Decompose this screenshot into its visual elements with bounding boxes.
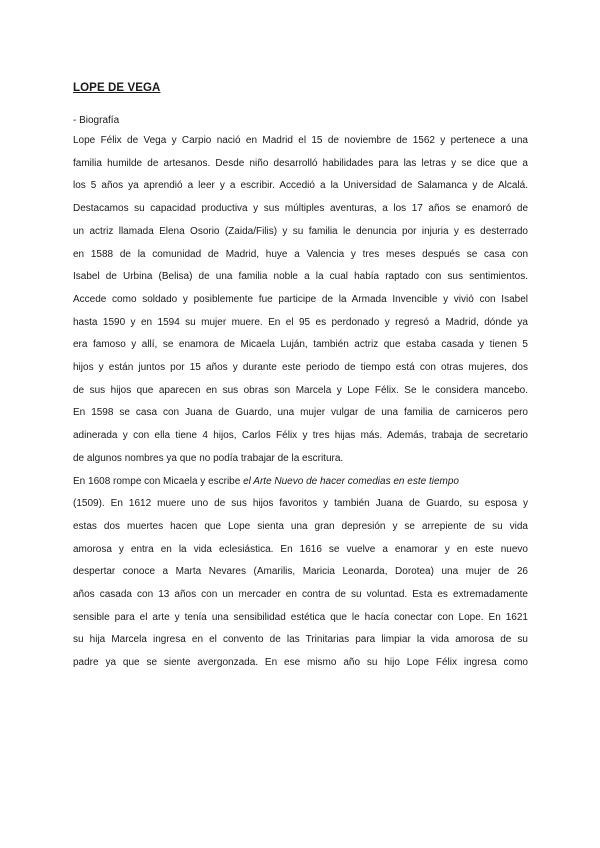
paragraph-line: despertar conoce a Marta Nevares (Amarilis, Maricia Leonarda, Dorotea) una mujer de 26 <box>73 566 528 578</box>
paragraph-line: padre ya que se siente avergonzada. En ese mismo año su hijo Lope Félix ingresa como <box>73 657 528 669</box>
paragraph-line: de algunos nombres ya que no podía trabajar de la escritura. <box>73 452 344 464</box>
paragraph-line: Destacamos su capacidad productiva y sus múltiples aventuras, a los 17 años se enamoró de <box>73 203 528 215</box>
paragraph-line: amorosa y entra en la vida eclesiástica. En 1616 se vuelve a enamorar y en este nuevo <box>73 543 528 555</box>
document-subtitle: - Biografía <box>73 115 120 126</box>
paragraph-line: adinerada y con ella tiene 4 hijos, Carlos Félix y tres hijas más. Además, trabaja de secretario <box>73 430 528 442</box>
paragraph-line: Accede como soldado y posiblemente fue participe de la Armada Invencible y vivió con Isabel <box>73 293 528 305</box>
paragraph-line: familia humilde de artesanos. Desde niño desarrolló habilidades para las letras y se dice que a <box>73 157 528 169</box>
paragraph-line: de sus hijos que aparecen en sus obras son Marcela y Lope Félix. Se le considera mancebo. <box>73 384 528 396</box>
paragraph-line: (1509). En 1612 muere uno de sus hijos favoritos y también Juana de Guardo, su esposa y <box>73 498 528 510</box>
paragraph-line: estas dos muertes hacen que Lope sienta una gran depresión y se arrepiente de su vida <box>73 520 528 532</box>
paragraph-line: hasta 1590 y en 1594 su mujer muere. En el 95 es perdonado y regresó a Madrid, dónde ya <box>73 316 528 328</box>
paragraph-line: los 5 años ya aprendió a leer y a escribir. Accedió a la Universidad de Salamanca y de Alcalá. <box>73 180 528 192</box>
paragraph-line: hijos y están juntos por 15 años y durante este periodo de tiempo está con otras mujeres, dos <box>73 362 528 374</box>
paragraph-line: Lope Félix de Vega y Carpio nació en Madrid el 15 de noviembre de 1562 y pertenece a una <box>73 135 528 146</box>
paragraph-line: en 1588 de la comunidad de Madrid, huye a Valencia y tres meses después se casa con <box>73 248 528 260</box>
paragraph-line-first <box>73 471 528 494</box>
paragraph-1 <box>73 130 528 471</box>
paragraph-line: era famoso y allí, se enamora de Micaela Luján, también actriz que estaba casada y tienen 5 <box>73 339 528 351</box>
paragraph-line: sensible para el arte y tenía una sensibilidad estética que le hacía conectar con Lope. En 1621 <box>73 611 528 623</box>
paragraph-text: En 1608 rompe con Micaela y escribe <box>73 475 244 487</box>
document-title: LOPE DE VEGA <box>73 82 161 94</box>
work-title-italic: el Arte Nuevo de hacer comedias en este tiempo <box>243 475 459 487</box>
paragraph-line: su hija Marcela ingresa en el convento de las Trinitarias para limpiar la vida amorosa de su <box>73 634 528 646</box>
paragraph-2 <box>73 471 528 675</box>
paragraph-line: En 1598 se casa con Juana de Guardo, una mujer vulgar de una familia de carniceros pero <box>73 407 528 419</box>
paragraph-line: Isabel de Urbina (Belisa) de una familia noble a la cual había raptado con sus sentimientos. <box>73 271 528 283</box>
paragraph-line: un actriz llamada Elena Osorio (Zaida/Filis) y su familia le denuncia por injuria y es desterrado <box>73 225 528 237</box>
paragraph-line: años casada con 13 años con un mercader en contra de su voluntad. Esta es extremadamente <box>73 589 528 601</box>
